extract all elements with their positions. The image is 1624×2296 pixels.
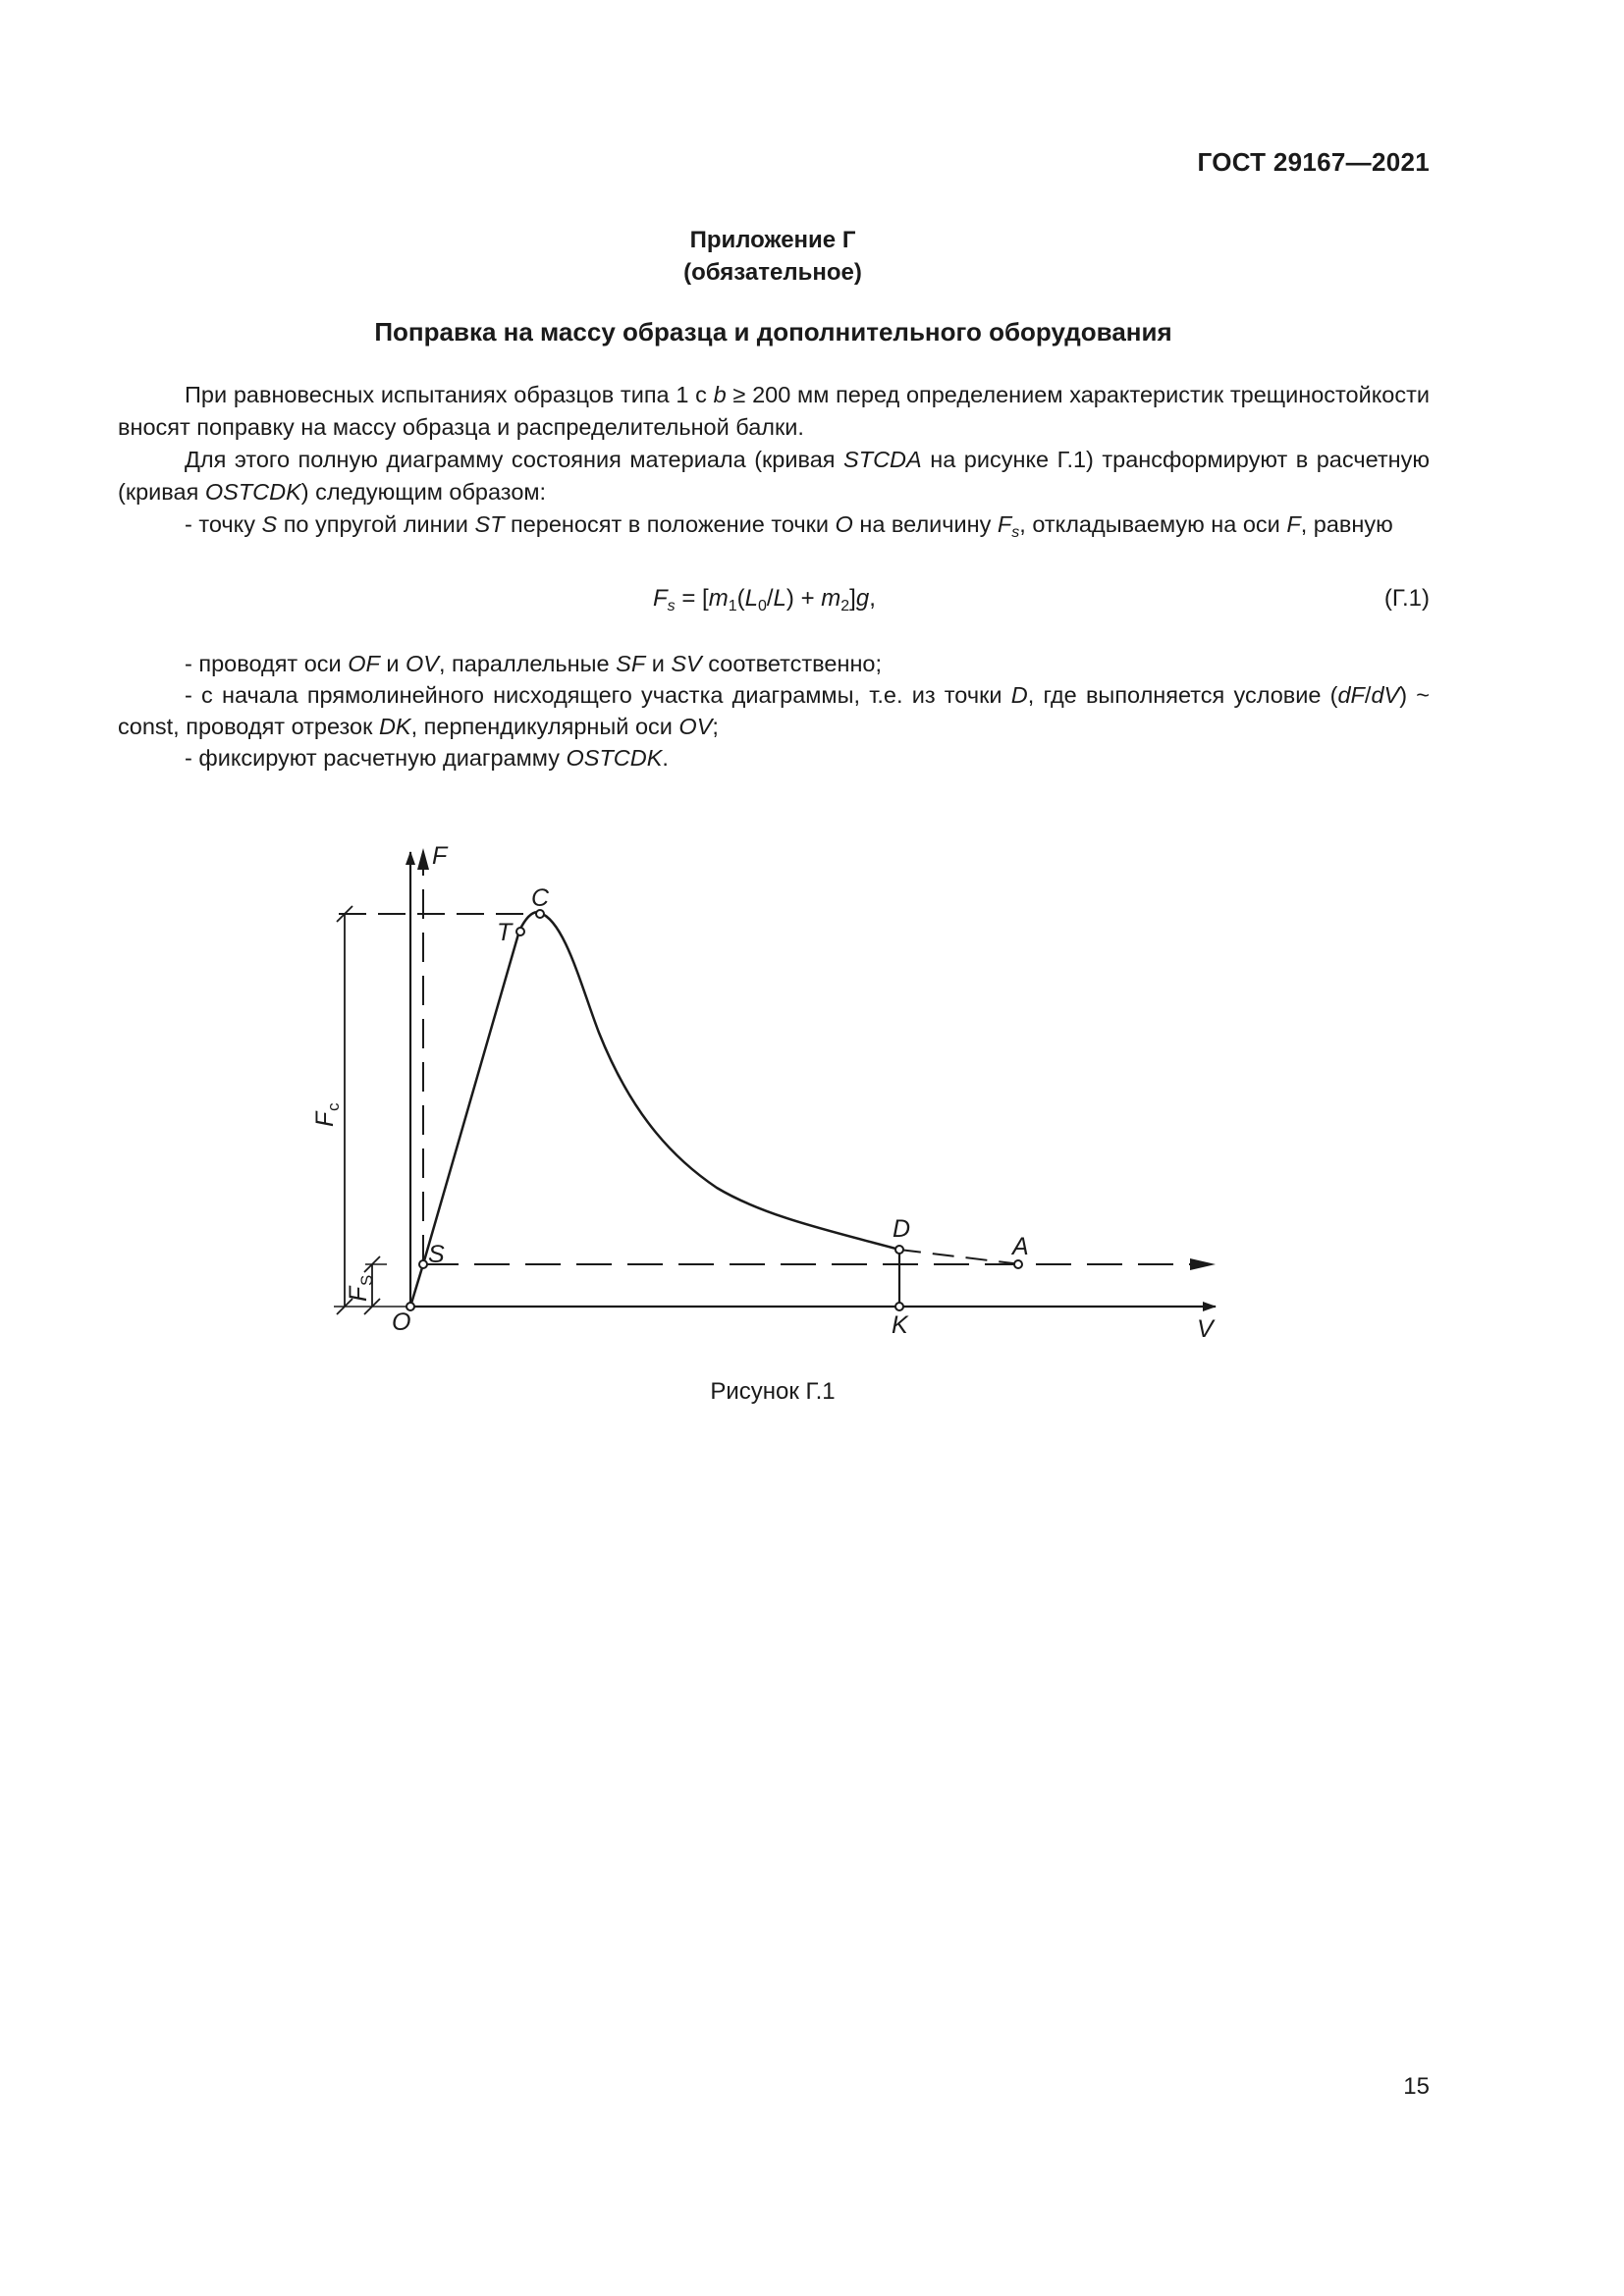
label-k: K (892, 1311, 908, 1339)
label-a: A (1012, 1233, 1029, 1260)
formula-expression: $F_s = [m_1(L_0/L) + m_2]g$, (653, 585, 876, 614)
page-number: 15 (1403, 2073, 1430, 2100)
point-s-marker (419, 1260, 427, 1268)
point-k-marker (895, 1303, 903, 1310)
appendix-status: (обязательное) (683, 259, 862, 286)
paragraph-3: - точку S по упругой линии ST переносят в положение точки O на величину $F_s$, откладываемую на оси F, равную (185, 511, 1393, 541)
axis-sf-arrowhead (417, 848, 429, 870)
point-t-marker (516, 928, 524, 935)
figure-caption: Рисунок Г.1 (710, 1378, 836, 1405)
label-fs (345, 1275, 376, 1302)
label-fc (311, 1102, 343, 1127)
list-item: - фиксируют расчетную диаграмму OSTCDK. (185, 745, 669, 771)
point-a-marker (1014, 1260, 1022, 1268)
list-item: - с начала прямолинейного нисходящего участка диаграммы, т.е. из точки D, где выполняется условие (dF/dV) ~ const, проводят отрезок DK, перпендикулярный оси OV; (118, 682, 1430, 739)
label-fc-sub: c (324, 1102, 343, 1111)
point-d-marker (895, 1246, 903, 1254)
label-t: T (497, 919, 513, 946)
label-c: C (531, 884, 550, 912)
formula-number: (Г.1) (1383, 585, 1430, 612)
label-fs-sub: S (357, 1274, 376, 1286)
section-title: Поправка на массу образца и дополнительного оборудования (374, 317, 1172, 347)
label-fs-main: F (345, 1286, 372, 1302)
label-s: S (428, 1241, 445, 1268)
axis-sv-arrowhead (1190, 1258, 1216, 1270)
label-v: V (1197, 1315, 1214, 1343)
list-item: - проводят оси OF и OV, параллельные SF и SV соответственно; (185, 651, 883, 676)
label-fc-main: F (311, 1111, 339, 1127)
standard-number: ГОСТ 29167—2021 (1197, 147, 1430, 177)
label-f: F (432, 842, 448, 870)
paragraph-1: При равновесных испытаниях образцов типа 1 с b ≥ 200 мм перед определением характеристик трещиностойкости вносят поправку на массу образца и распределительной балки. (118, 382, 1430, 440)
label-d: D (893, 1215, 911, 1243)
label-o: O (392, 1308, 411, 1336)
appendix-title: Приложение Г (689, 227, 856, 253)
tail-curve-dashed (899, 1250, 1021, 1264)
paragraph-2: Для этого полную диаграмму состояния материала (кривая STCDA на рисунке Г.1) трансформируют в расчетную (кривая OSTCDK) следующим образом: (118, 447, 1430, 505)
diagram-curve (410, 912, 899, 1307)
